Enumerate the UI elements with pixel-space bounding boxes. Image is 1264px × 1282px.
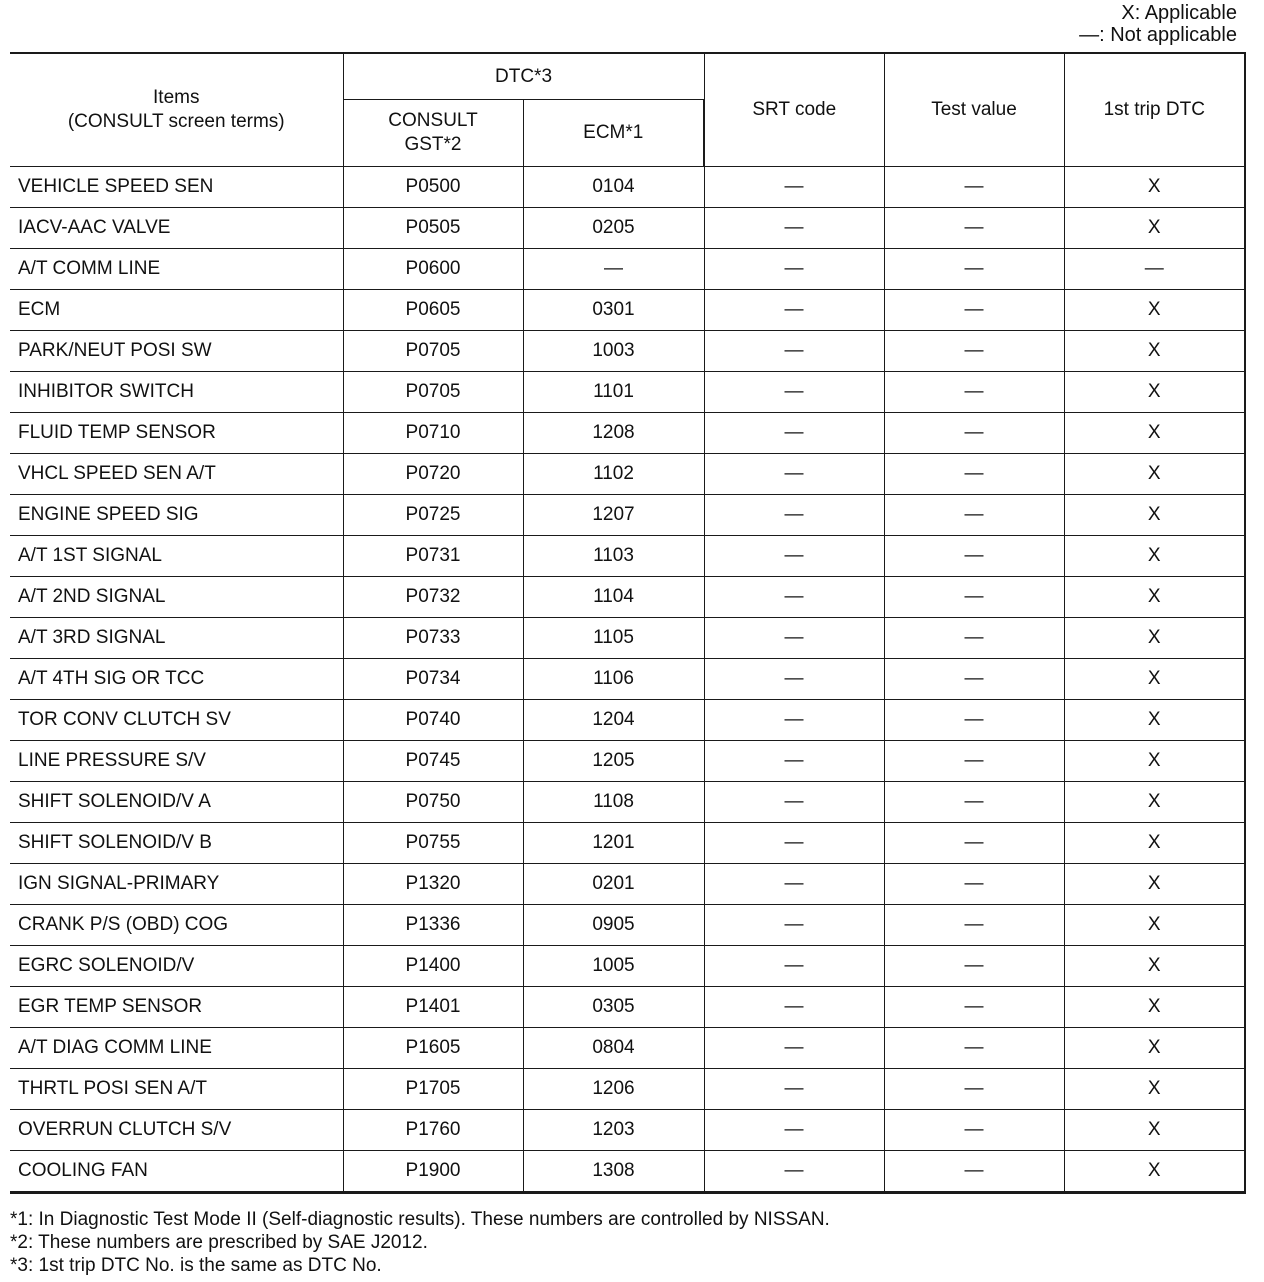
cell-ecm: 0804 xyxy=(523,1028,704,1069)
cell-first-trip-dtc: X xyxy=(1064,495,1245,536)
cell-consult-gst: P1705 xyxy=(343,1069,523,1110)
cell-srt-code: — xyxy=(704,577,884,618)
cell-test-value: — xyxy=(884,536,1064,577)
cell-consult-gst: P0720 xyxy=(343,454,523,495)
cell-first-trip-dtc: X xyxy=(1064,372,1245,413)
cell-test-value: — xyxy=(884,413,1064,454)
cell-first-trip-dtc: X xyxy=(1064,1151,1245,1193)
cell-test-value: — xyxy=(884,249,1064,290)
cell-first-trip-dtc: X xyxy=(1064,741,1245,782)
table-row xyxy=(10,659,1245,700)
cell-srt-code: — xyxy=(704,1069,884,1110)
cell-ecm: 1005 xyxy=(523,946,704,987)
cell-ecm: 1003 xyxy=(523,331,704,372)
table-row xyxy=(10,905,1245,946)
cell-item: A/T COMM LINE xyxy=(10,249,343,290)
table-row xyxy=(10,495,1245,536)
table-row xyxy=(10,946,1245,987)
footnote-3: *3: 1st trip DTC No. is the same as DTC No. xyxy=(10,1255,382,1276)
cell-ecm: 1308 xyxy=(523,1151,704,1193)
header-consult-gst xyxy=(343,100,523,167)
cell-ecm: 1204 xyxy=(523,700,704,741)
header-consult-line1: CONSULT xyxy=(388,110,478,131)
cell-srt-code: — xyxy=(704,536,884,577)
cell-first-trip-dtc: X xyxy=(1064,1069,1245,1110)
table-row xyxy=(10,536,1245,577)
cell-ecm: 1105 xyxy=(523,618,704,659)
table-row xyxy=(10,864,1245,905)
cell-srt-code: — xyxy=(704,331,884,372)
footnote-1: *1: In Diagnostic Test Mode II (Self-diagnostic results). These numbers are controlled by NISSAN. xyxy=(10,1209,830,1230)
table-body xyxy=(10,167,1245,1193)
cell-ecm: 1207 xyxy=(523,495,704,536)
cell-item: EGRC SOLENOID/V xyxy=(10,946,343,987)
header-items-line2: (CONSULT screen terms) xyxy=(67,111,285,132)
cell-srt-code: — xyxy=(704,495,884,536)
cell-consult-gst: P0710 xyxy=(343,413,523,454)
cell-test-value: — xyxy=(884,1069,1064,1110)
cell-srt-code: — xyxy=(704,659,884,700)
cell-first-trip-dtc: X xyxy=(1064,700,1245,741)
cell-srt-code: — xyxy=(704,167,884,208)
cell-consult-gst: P0734 xyxy=(343,659,523,700)
cell-test-value: — xyxy=(884,987,1064,1028)
cell-first-trip-dtc: X xyxy=(1064,577,1245,618)
cell-consult-gst: P0600 xyxy=(343,249,523,290)
table-row xyxy=(10,454,1245,495)
cell-first-trip-dtc: X xyxy=(1064,946,1245,987)
cell-test-value: — xyxy=(884,454,1064,495)
cell-first-trip-dtc: X xyxy=(1064,1028,1245,1069)
cell-test-value: — xyxy=(884,659,1064,700)
cell-first-trip-dtc: X xyxy=(1064,1110,1245,1151)
cell-srt-code: — xyxy=(704,741,884,782)
cell-item: CRANK P/S (OBD) COG xyxy=(10,905,343,946)
cell-test-value: — xyxy=(884,700,1064,741)
cell-srt-code: — xyxy=(704,1028,884,1069)
cell-test-value: — xyxy=(884,823,1064,864)
cell-test-value: — xyxy=(884,167,1064,208)
cell-consult-gst: P0740 xyxy=(343,700,523,741)
cell-item: A/T 4TH SIG OR TCC xyxy=(10,659,343,700)
cell-first-trip-dtc: X xyxy=(1064,823,1245,864)
table-row xyxy=(10,1028,1245,1069)
table-row xyxy=(10,618,1245,659)
cell-consult-gst: P0725 xyxy=(343,495,523,536)
table-row xyxy=(10,1151,1245,1193)
cell-ecm: 1208 xyxy=(523,413,704,454)
cell-first-trip-dtc: — xyxy=(1064,249,1245,290)
cell-test-value: — xyxy=(884,1028,1064,1069)
cell-ecm: 1102 xyxy=(523,454,704,495)
cell-ecm: — xyxy=(523,249,704,290)
cell-item: COOLING FAN xyxy=(10,1151,343,1193)
cell-ecm: 1201 xyxy=(523,823,704,864)
table-row xyxy=(10,987,1245,1028)
cell-srt-code: — xyxy=(704,618,884,659)
cell-ecm: 1108 xyxy=(523,782,704,823)
cell-test-value: — xyxy=(884,782,1064,823)
cell-ecm: 1106 xyxy=(523,659,704,700)
cell-item: ENGINE SPEED SIG xyxy=(10,495,343,536)
cell-first-trip-dtc: X xyxy=(1064,659,1245,700)
cell-consult-gst: P0605 xyxy=(343,290,523,331)
cell-ecm: 0301 xyxy=(523,290,704,331)
cell-test-value: — xyxy=(884,618,1064,659)
cell-item: PARK/NEUT POSI SW xyxy=(10,331,343,372)
cell-item: IACV-AAC VALVE xyxy=(10,208,343,249)
cell-item: EGR TEMP SENSOR xyxy=(10,987,343,1028)
cell-consult-gst: P0705 xyxy=(343,372,523,413)
cell-srt-code: — xyxy=(704,782,884,823)
cell-item: ECM xyxy=(10,290,343,331)
header-dtc: DTC*3 xyxy=(343,53,704,100)
cell-item: TOR CONV CLUTCH SV xyxy=(10,700,343,741)
cell-first-trip-dtc: X xyxy=(1064,987,1245,1028)
cell-consult-gst: P1900 xyxy=(343,1151,523,1193)
footnote-2: *2: These numbers are prescribed by SAE J2012. xyxy=(10,1232,428,1253)
cell-first-trip-dtc: X xyxy=(1064,167,1245,208)
table-row xyxy=(10,741,1245,782)
cell-item: VEHICLE SPEED SEN xyxy=(10,167,343,208)
cell-test-value: — xyxy=(884,1110,1064,1151)
cell-first-trip-dtc: X xyxy=(1064,208,1245,249)
cell-first-trip-dtc: X xyxy=(1064,782,1245,823)
cell-first-trip-dtc: X xyxy=(1064,413,1245,454)
cell-test-value: — xyxy=(884,946,1064,987)
cell-consult-gst: P0705 xyxy=(343,331,523,372)
cell-srt-code: — xyxy=(704,1110,884,1151)
dtc-table xyxy=(10,52,1246,1194)
cell-srt-code: — xyxy=(704,700,884,741)
header-ecm: ECM*1 xyxy=(523,100,704,167)
cell-item: INHIBITOR SWITCH xyxy=(10,372,343,413)
cell-consult-gst: P0750 xyxy=(343,782,523,823)
table-row xyxy=(10,413,1245,454)
cell-ecm: 0205 xyxy=(523,208,704,249)
cell-item: SHIFT SOLENOID/V A xyxy=(10,782,343,823)
cell-ecm: 0305 xyxy=(523,987,704,1028)
cell-srt-code: — xyxy=(704,290,884,331)
cell-srt-code: — xyxy=(704,249,884,290)
table-row xyxy=(10,1110,1245,1151)
cell-consult-gst: P0733 xyxy=(343,618,523,659)
legend-not-applicable: —: Not applicable xyxy=(1079,24,1237,46)
table-row xyxy=(10,700,1245,741)
cell-srt-code: — xyxy=(704,823,884,864)
cell-first-trip-dtc: X xyxy=(1064,864,1245,905)
table-row xyxy=(10,1069,1245,1110)
cell-ecm: 0104 xyxy=(523,167,704,208)
cell-item: SHIFT SOLENOID/V B xyxy=(10,823,343,864)
cell-ecm: 0201 xyxy=(523,864,704,905)
cell-ecm: 0905 xyxy=(523,905,704,946)
legend-applicable: X: Applicable xyxy=(1121,2,1237,24)
cell-consult-gst: P0731 xyxy=(343,536,523,577)
cell-ecm: 1206 xyxy=(523,1069,704,1110)
cell-consult-gst: P1336 xyxy=(343,905,523,946)
cell-consult-gst: P1401 xyxy=(343,987,523,1028)
cell-ecm: 1203 xyxy=(523,1110,704,1151)
table-row xyxy=(10,823,1245,864)
cell-consult-gst: P0755 xyxy=(343,823,523,864)
applicability-legend xyxy=(1079,2,1237,46)
cell-test-value: — xyxy=(884,331,1064,372)
cell-first-trip-dtc: X xyxy=(1064,454,1245,495)
header-items-line1: Items xyxy=(153,87,200,108)
cell-item: FLUID TEMP SENSOR xyxy=(10,413,343,454)
cell-test-value: — xyxy=(884,905,1064,946)
cell-first-trip-dtc: X xyxy=(1064,618,1245,659)
cell-test-value: — xyxy=(884,208,1064,249)
cell-consult-gst: P0505 xyxy=(343,208,523,249)
cell-ecm: 1104 xyxy=(523,577,704,618)
table-row xyxy=(10,208,1245,249)
header-test-value: Test value xyxy=(884,53,1064,167)
cell-consult-gst: P1760 xyxy=(343,1110,523,1151)
cell-srt-code: — xyxy=(704,1151,884,1193)
header-srt-code: SRT code xyxy=(704,53,884,167)
cell-item: A/T DIAG COMM LINE xyxy=(10,1028,343,1069)
cell-test-value: — xyxy=(884,372,1064,413)
cell-consult-gst: P0732 xyxy=(343,577,523,618)
cell-item: OVERRUN CLUTCH S/V xyxy=(10,1110,343,1151)
cell-consult-gst: P1605 xyxy=(343,1028,523,1069)
cell-srt-code: — xyxy=(704,987,884,1028)
table-row xyxy=(10,249,1245,290)
cell-first-trip-dtc: X xyxy=(1064,290,1245,331)
cell-test-value: — xyxy=(884,290,1064,331)
table-row xyxy=(10,290,1245,331)
table-row xyxy=(10,331,1245,372)
footnotes xyxy=(10,1208,830,1277)
cell-ecm: 1101 xyxy=(523,372,704,413)
header-consult-line2: GST*2 xyxy=(404,134,462,155)
cell-srt-code: — xyxy=(704,208,884,249)
cell-item: VHCL SPEED SEN A/T xyxy=(10,454,343,495)
cell-item: A/T 2ND SIGNAL xyxy=(10,577,343,618)
cell-first-trip-dtc: X xyxy=(1064,905,1245,946)
cell-test-value: — xyxy=(884,577,1064,618)
cell-consult-gst: P1400 xyxy=(343,946,523,987)
cell-consult-gst: P1320 xyxy=(343,864,523,905)
header-items xyxy=(10,53,343,167)
cell-test-value: — xyxy=(884,741,1064,782)
table-row xyxy=(10,372,1245,413)
cell-test-value: — xyxy=(884,1151,1064,1193)
cell-first-trip-dtc: X xyxy=(1064,536,1245,577)
cell-item: IGN SIGNAL-PRIMARY xyxy=(10,864,343,905)
cell-srt-code: — xyxy=(704,905,884,946)
cell-test-value: — xyxy=(884,495,1064,536)
cell-item: LINE PRESSURE S/V xyxy=(10,741,343,782)
cell-srt-code: — xyxy=(704,372,884,413)
cell-ecm: 1205 xyxy=(523,741,704,782)
cell-item: A/T 3RD SIGNAL xyxy=(10,618,343,659)
cell-consult-gst: P0745 xyxy=(343,741,523,782)
cell-srt-code: — xyxy=(704,454,884,495)
table-header xyxy=(10,53,1245,167)
cell-srt-code: — xyxy=(704,864,884,905)
cell-test-value: — xyxy=(884,864,1064,905)
cell-srt-code: — xyxy=(704,413,884,454)
cell-srt-code: — xyxy=(704,946,884,987)
table-row xyxy=(10,782,1245,823)
cell-item: THRTL POSI SEN A/T xyxy=(10,1069,343,1110)
header-first-trip-dtc: 1st trip DTC xyxy=(1064,53,1245,167)
cell-consult-gst: P0500 xyxy=(343,167,523,208)
table-row xyxy=(10,577,1245,618)
cell-ecm: 1103 xyxy=(523,536,704,577)
table-row xyxy=(10,167,1245,208)
cell-first-trip-dtc: X xyxy=(1064,331,1245,372)
cell-item: A/T 1ST SIGNAL xyxy=(10,536,343,577)
